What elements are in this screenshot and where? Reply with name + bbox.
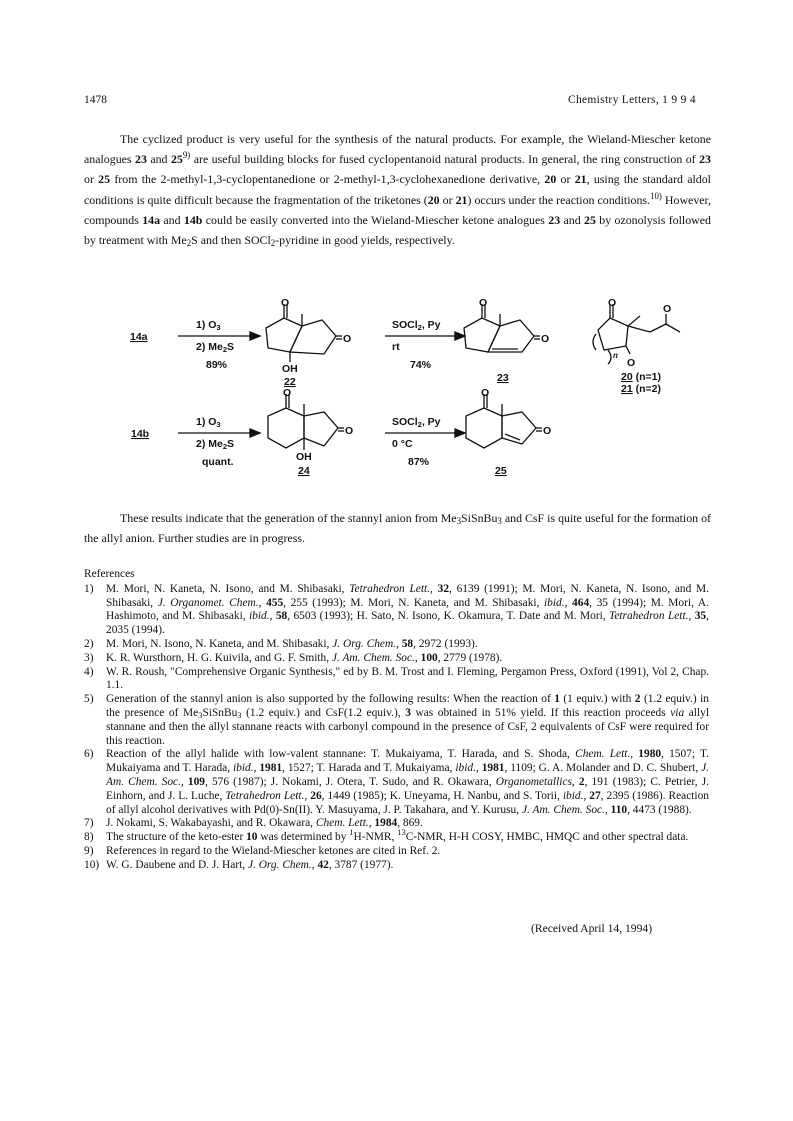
reference-item: 3) K. R. Wursthorn, H. G. Kuivila, and G. F. Smith, J. Am. Chem. Soc., 100, 2779 (1978). — [84, 651, 503, 664]
reagent-step2: 2) Me2S — [196, 438, 235, 451]
atom-label-O: O — [281, 297, 290, 309]
reference-item: 2) M. Mori, N. Isono, N. Kaneta, and M. Shibasaki, J. Org. Chem., 58, 2972 (1993). — [84, 637, 478, 650]
compound-ref: 20 — [427, 192, 440, 207]
atom-label-O: O — [481, 387, 490, 399]
atom-label-O: O — [283, 387, 292, 399]
ring-size-n: n — [613, 351, 618, 360]
reagent-step1: 1) O3 — [196, 416, 221, 429]
atom-label-O: O — [343, 333, 352, 345]
atom-label-O: O — [479, 297, 488, 309]
yield-label: quant. — [202, 456, 234, 468]
compound-label-20: 20 (n=1) — [621, 371, 661, 383]
body-paragraph-2: These results indicate that the generation of the stannyl anion from $Me_3SiSnBu_3$ and CsF is quite useful for the formation of the allyl anion. Further studies are in progress. — [84, 511, 712, 546]
atom-label-O: O — [608, 297, 617, 309]
compound-ref: 21 — [455, 192, 468, 207]
compound-label-21: 21 (n=2) — [621, 383, 661, 395]
reference-item: 5) Generation of the stannyl anion is also supported by the following results: When the reaction of 1 (1 equiv.) with 2 (1.2 equiv.) in the presence of $Me_3SiSnBu_3$ (1.2 equiv.) and CsF(1.2 equiv.), 3 was obtained in 51% yield. If this reaction proceeds via allyl stannane and then the allyl stannane reacts with carbonyl compound in the presence of CsF, 2 equivalents of CsF were required for this reaction. — [84, 693, 709, 747]
atom-label-O: O — [627, 357, 636, 369]
reference-item: 9) References in regard to the Wieland-Miescher ketones are cited in Ref. 2. — [84, 844, 441, 857]
journal-header: Chemistry Letters, 1 9 9 4 — [568, 94, 696, 106]
reference-item: 4) W. R. Roush, "Comprehensive Organic Synthesis," ed by B. M. Trost and I. Fleming, Pergamon Press, Oxford (1991), Vol 2, Chap. 1.1. — [84, 665, 709, 692]
structure-22 — [266, 304, 342, 362]
atom-label-O: O — [543, 425, 552, 437]
reagent-step1: 1) O3 — [196, 319, 221, 332]
compound-ref: 14b — [183, 212, 203, 227]
references-heading: References — [84, 568, 135, 580]
reagent-socl2: SOCl2, Py — [392, 416, 441, 429]
compound-label-24: 24 — [298, 465, 310, 477]
arrow-head — [455, 429, 465, 437]
condition-label: 0 °C — [392, 438, 413, 450]
arrow-head — [250, 332, 260, 340]
compound-label-22: 22 — [284, 376, 296, 388]
reference-item: 1) M. Mori, N. Kaneta, N. Isono, and M. Shibasaki, Tetrahedron Lett., 32, 6139 (1991); M. Mori, N. Kaneta, N. Isono, and M. Shibasaki, J. Organomet. Chem., 455, 255 (1993); M. Mori, N. Kaneta, and M. Shibasaki, ibid., 464, 35 (1994); M. Mori, A. Hashimoto, and M. Shibasaki, ibid., 58, 6503 (1993); H. Sato, N. Isono, K. Okamura, T. Date and M. Mori, Tetrahedron Lett., 35, 2035 (1994). — [84, 582, 709, 637]
reaction-scheme — [110, 288, 710, 488]
structure-23 — [464, 304, 540, 352]
reference-item: 7) J. Nokami, S. Wakabayashi, and R. Okawara, Chem. Lett., 1984, 869. — [84, 817, 423, 830]
condition-label: rt — [392, 341, 400, 353]
yield-label: 87% — [408, 456, 430, 468]
structure-24 — [268, 394, 344, 450]
atom-label-O: O — [663, 303, 672, 315]
compound-ref: 20 — [544, 172, 557, 187]
atom-label-OH: OH — [296, 451, 312, 463]
structure-25 — [466, 394, 542, 448]
body-paragraph-1: The cyclized product is very useful for the synthesis of the natural products. For example, the Wieland-Miescher ketone analogues 23 and 25$^{9)}$ are useful building blocks for fused cyclopentanoid natural products. In general, the ring construction of 23 or 25 from the 2-methyl-1,3-cyclopentanedione or 2-methyl-1,3-cyclohexanedione derivative, 20 or 21, using the standard aldol conditions is quite difficult because the fragmentation of the triketones (20 or 21) occurs under the reaction conditions.$^{10)}$ However, compounds 14a and 14b could be easily converted into the Wieland-Miescher ketone analogues 23 and 25 by ozonolysis followed by treatment with $Me_2S$ and then SOCl$_2$-pyridine in good yields, respectively. — [84, 132, 711, 249]
page-number: 1478 — [84, 94, 107, 106]
compound-label-25: 25 — [495, 465, 507, 477]
citation-10: 10) — [650, 190, 662, 201]
reference-item: 10) W. G. Daubene and D. J. Hart, J. Org. Chem., 42, 3787 (1977). — [84, 858, 394, 871]
citation-9: 9) — [182, 150, 191, 161]
compound-ref: 25 — [98, 172, 111, 187]
reference-item: 8) The structure of the keto-ester 10 was determined by $^1$H-NMR, $^{13}$C-NMR, H-H COSY, HMBC, HMQC and other spectral data. — [84, 827, 689, 844]
references-section — [84, 568, 709, 873]
compound-label-23: 23 — [497, 372, 509, 384]
atom-label-O: O — [345, 425, 354, 437]
reference-item: 6) Reaction of the allyl halide with low-valent stannane: T. Mukaiyama, T. Harada, and S. Shoda, Chem. Lett., 1980, 1507; T. Mukaiyama and T. Harada, ibid., 1981, 1527; T. Harada and T. Mukaiyama, ibid., 1981, 1109; G. A. Molander and D. C. Shubert, J. Am. Chem. Soc., 109, 576 (1987); J. Nokami, J. Otera, T. Sudo, and R. Okawara, Organometallics, 2, 191 (1983); C. Petrier, J. Einhorn, and J. L. Luche, Tetrahedron Lett., 26, 1449 (1985); K. Uneyama, H. Nanbu, and S. Torii, ibid., 27, 2395 (1986). Reaction of allyl alcohol derivatives with Pd(0)-Sn(II). Y. Masuyama, J. P. Takahara, and Y. Kurusu, J. Am. Chem. Soc., 110, 4473 (1988). — [84, 748, 709, 816]
received-date: (Received April 14, 1994) — [531, 922, 653, 935]
reagent-step2: 2) Me2S — [196, 341, 235, 354]
compound-ref: 23 — [135, 152, 147, 167]
atom-label-OH: OH — [282, 363, 298, 375]
arrow-head — [250, 429, 260, 437]
compound-ref: 25 — [584, 212, 596, 227]
reagent-socl2: SOCl2, Py — [392, 319, 441, 332]
compound-ref: 23 — [699, 152, 711, 167]
compound-label-14a: 14a — [130, 331, 148, 343]
arrow-head — [455, 332, 465, 340]
compound-ref: 25 — [170, 152, 183, 167]
yield-label: 74% — [410, 359, 432, 371]
compound-label-14b: 14b — [131, 428, 150, 440]
yield-label: 89% — [206, 359, 228, 371]
compound-ref: 21 — [574, 172, 587, 187]
compound-ref: 23 — [548, 212, 561, 227]
compound-ref: 14a — [142, 212, 161, 227]
atom-label-O: O — [541, 333, 550, 345]
